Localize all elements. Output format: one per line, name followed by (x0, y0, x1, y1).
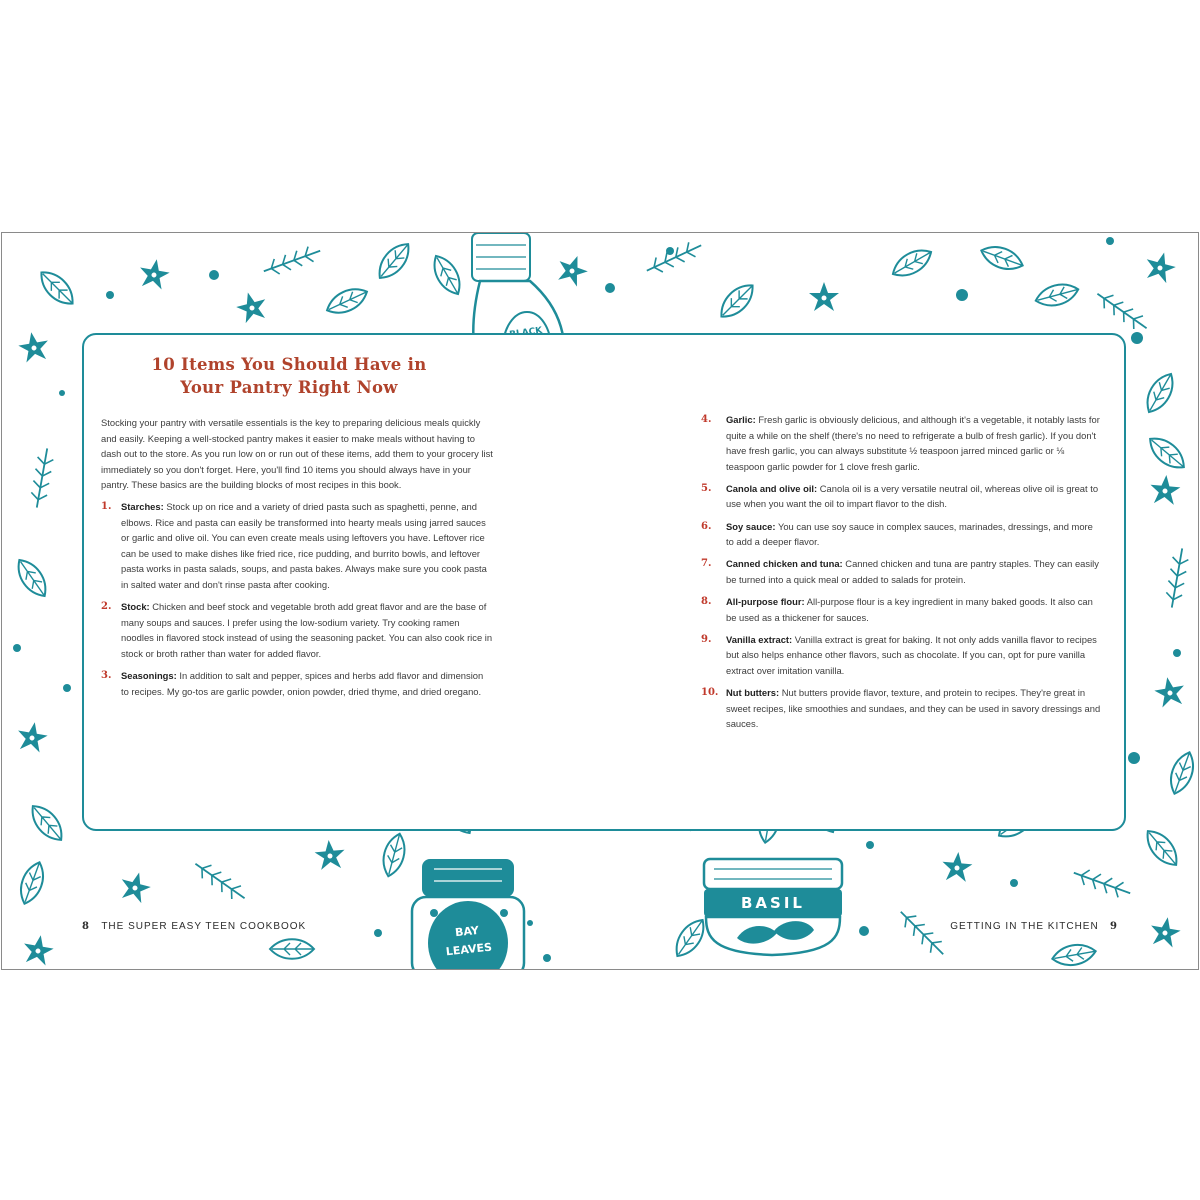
star-anise-icon (137, 257, 172, 291)
pantry-list-item (101, 499, 493, 593)
list-item-text: Stock up on rice and a variety of dried pasta such as spaghetti, penne, and elbows. Rice and pasta can easily be transformed into hearty meals using jarred sauces or garlic and olive oil. You can even create meals using leftovers you have. Leftover rice can be used to make dishes like fried rice, rice pudding, and burrito bowls, and leftover pasta works in pasta salads, soups, and pasta bakes. Always make sure you cook pasta in salted water and don't rinse pasta after cooking. (121, 500, 487, 590)
bay-label-line1: BAY (454, 923, 480, 940)
left-column (101, 415, 493, 706)
dot-icon (1131, 332, 1143, 344)
list-item-number: 10. (701, 686, 719, 698)
list-item-label: Stock: (121, 601, 150, 613)
dot-icon (13, 644, 21, 652)
footer-left (82, 921, 306, 932)
dot-icon (956, 289, 968, 301)
page-number-right: 9 (1110, 921, 1118, 932)
list-item-number: 4. (701, 414, 712, 425)
list-item-label: All-purpose flour: (726, 595, 805, 607)
list-item-label: Canola and olive oil: (726, 482, 818, 494)
chapter-title-footer: GETTING IN THE KITCHEN (950, 921, 1099, 932)
rosemary-sprig-icon (29, 447, 55, 509)
footer-right (950, 921, 1118, 932)
pantry-list-left (101, 499, 493, 699)
list-item-body (121, 668, 493, 699)
list-item-number: 1. (101, 500, 112, 512)
list-item-label: Starches: (121, 500, 164, 512)
pantry-list-right (701, 412, 1101, 732)
dot-icon (59, 390, 65, 396)
list-item-text: Fresh garlic is obviously delicious, and although it's a vegetable, it notably lasts for quite a while on the shelf (there's no need to refrigerate a bulb of fresh garlic). If you don't have fresh garlic, you can always substitute ½ teaspoon jarred minced garlic or ⅛ teaspoon garlic powder for 1 clove fresh garlic. (726, 414, 1100, 472)
list-item-text: Canola oil is a very versatile neutral oil, whereas olive oil is great to use when you want the oil to impart flavor to the dish. (726, 482, 1099, 510)
sidebar-title (144, 353, 434, 399)
star-anise-icon (941, 851, 973, 883)
leaf-icon (372, 238, 415, 284)
pantry-sidebar-box (82, 333, 1126, 831)
list-item-body (726, 519, 1101, 550)
book-spread (1, 232, 1199, 970)
star-anise-icon (1152, 675, 1187, 709)
list-item-number: 2. (101, 601, 112, 613)
leaf-icon (1144, 431, 1190, 474)
page-number-left: 8 (82, 921, 90, 932)
list-item-number: 6. (701, 520, 712, 532)
list-item-text: You can use soy sauce in complex sauces, marinades, dressings, and more to add a deeper flavor. (726, 520, 1093, 548)
star-anise-icon (21, 933, 56, 967)
list-item-body (726, 481, 1101, 512)
dot-icon (1173, 649, 1181, 657)
leaf-icon (1165, 749, 1198, 797)
leaf-icon (669, 914, 710, 961)
pantry-list-item (701, 594, 1101, 625)
star-anise-icon (1149, 474, 1181, 506)
list-item-label: Seasonings: (121, 669, 177, 681)
dot-icon (605, 283, 615, 293)
leaf-icon (323, 283, 371, 319)
dot-icon (209, 270, 219, 280)
star-anise-icon (1148, 915, 1183, 949)
rosemary-sprig-icon (1164, 547, 1190, 609)
leaf-icon (888, 244, 936, 283)
leaf-icon (1033, 280, 1081, 310)
star-anise-icon (15, 720, 50, 754)
pantry-list-item (701, 556, 1101, 587)
leaf-icon (1140, 825, 1183, 871)
list-item-text: Canned chicken and tuna are pantry staples. They can easily be turned into a quick meal or added to salads for protein. (726, 558, 1099, 585)
star-anise-icon (16, 330, 51, 364)
intro-paragraph: Stocking your pantry with versatile essentials is the key to preparing delicious meals quickly and easily. Keeping a well-stocked pantry makes it easier to make meals without having to dash out to the store. As you run low on or run out of these items, add them to your grocery list immediately so you don't forget. Here, you'll find 10 items you should always have in your pantry. These basics are the building blocks of most recipes in this book. (101, 417, 493, 491)
dot-icon (1106, 237, 1114, 245)
basil-jar-label: BASIL (741, 894, 805, 912)
dot-icon (866, 841, 874, 849)
list-item-number: 9. (701, 633, 712, 645)
rosemary-sprig-icon (1093, 287, 1151, 335)
star-anise-icon (233, 289, 269, 325)
star-anise-icon (553, 251, 591, 289)
list-item-body (726, 594, 1101, 625)
rosemary-sprig-icon (895, 906, 949, 960)
leaf-icon (379, 831, 409, 879)
sidebar-title-line1: 10 Items You Should Have in (151, 355, 427, 374)
star-anise-icon (117, 869, 153, 905)
leaf-icon (715, 279, 760, 324)
dot-icon (374, 929, 382, 937)
leaf-icon (1051, 942, 1098, 969)
rosemary-sprig-icon (643, 238, 704, 278)
dot-icon (543, 954, 551, 962)
list-item-body (726, 632, 1101, 679)
list-item-number: 5. (701, 482, 712, 494)
list-item-text: In addition to salt and pepper, spices and herbs add flavor and dimension to recipes. My go-tos are garlic powder, onion powder, dried thyme, and dried oregano. (121, 669, 484, 697)
leaf-icon (978, 241, 1026, 274)
pantry-list-item (701, 685, 1101, 732)
leaf-icon (428, 251, 467, 299)
list-item-number: 3. (101, 669, 112, 681)
star-anise-icon (809, 282, 839, 311)
pantry-list-item (101, 599, 493, 661)
pantry-list-item (701, 412, 1101, 474)
dot-icon (63, 684, 71, 692)
book-title-footer: THE SUPER EASY TEEN COOKBOOK (101, 921, 307, 932)
list-item-text: Chicken and beef stock and vegetable broth add great flavor and are the base of many soups and sauces. I prefer using the low-sodium variety. Try cooking ramen noodles in flavored stock instead of using the seasoning packet. You can also cook rice in stock or broth rather than water for added flavor. (121, 601, 493, 659)
list-item-number: 8. (701, 595, 712, 607)
list-item-number: 7. (701, 558, 712, 570)
list-item-text: Vanilla extract is great for baking. It not only adds vanilla flavor to recipes but also helps enhance other flavors, such as chocolate. If you can, opt for pure vanilla extract over imitation vanilla. (726, 633, 1097, 676)
star-anise-icon (1142, 249, 1178, 285)
pantry-list-item (701, 632, 1101, 679)
sidebar-title-line2: Your Pantry Right Now (180, 378, 398, 397)
leaf-icon (35, 266, 80, 311)
list-item-body (121, 599, 493, 661)
list-item-text: Nut butters provide flavor, texture, and protein to recipes. They're great in sweet recipes, like smoothies and sundaes, and they can be used in savory dressings and sauces. (726, 686, 1101, 730)
star-anise-icon (314, 839, 346, 871)
dot-icon (106, 291, 114, 299)
pantry-list-item (701, 481, 1101, 512)
dot-icon (1128, 752, 1140, 764)
leaf-icon (270, 939, 314, 959)
leaf-icon (15, 859, 48, 907)
list-item-label: Canned chicken and tuna: (726, 558, 843, 570)
dot-icon (666, 247, 674, 255)
rosemary-sprig-icon (261, 243, 323, 279)
dot-icon (859, 926, 869, 936)
rosemary-sprig-icon (1071, 865, 1133, 901)
pantry-list-item (101, 668, 493, 699)
list-item-label: Nut butters: (726, 686, 780, 698)
leaf-icon (11, 554, 52, 601)
list-item-label: Soy sauce: (726, 520, 776, 532)
list-item-body (121, 499, 493, 593)
list-item-label: Garlic: (726, 414, 756, 425)
bay-leaves-jar-label (436, 920, 499, 962)
list-item-body (726, 685, 1101, 732)
list-item-text: All-purpose flour is a key ingredient in many baked goods. It also can be used as a thickener for sauces. (726, 595, 1093, 623)
leaf-icon (1141, 369, 1180, 417)
list-item-label: Vanilla extract: (726, 633, 793, 645)
dot-icon (527, 920, 533, 926)
list-item-body (726, 412, 1101, 474)
bay-label-line2: LEAVES (445, 940, 493, 959)
dot-icon (1010, 879, 1018, 887)
right-column (701, 412, 1101, 738)
rosemary-sprig-icon (191, 857, 249, 905)
list-item-body (726, 556, 1101, 587)
leaf-icon (25, 800, 68, 846)
pantry-list-item (701, 519, 1101, 550)
